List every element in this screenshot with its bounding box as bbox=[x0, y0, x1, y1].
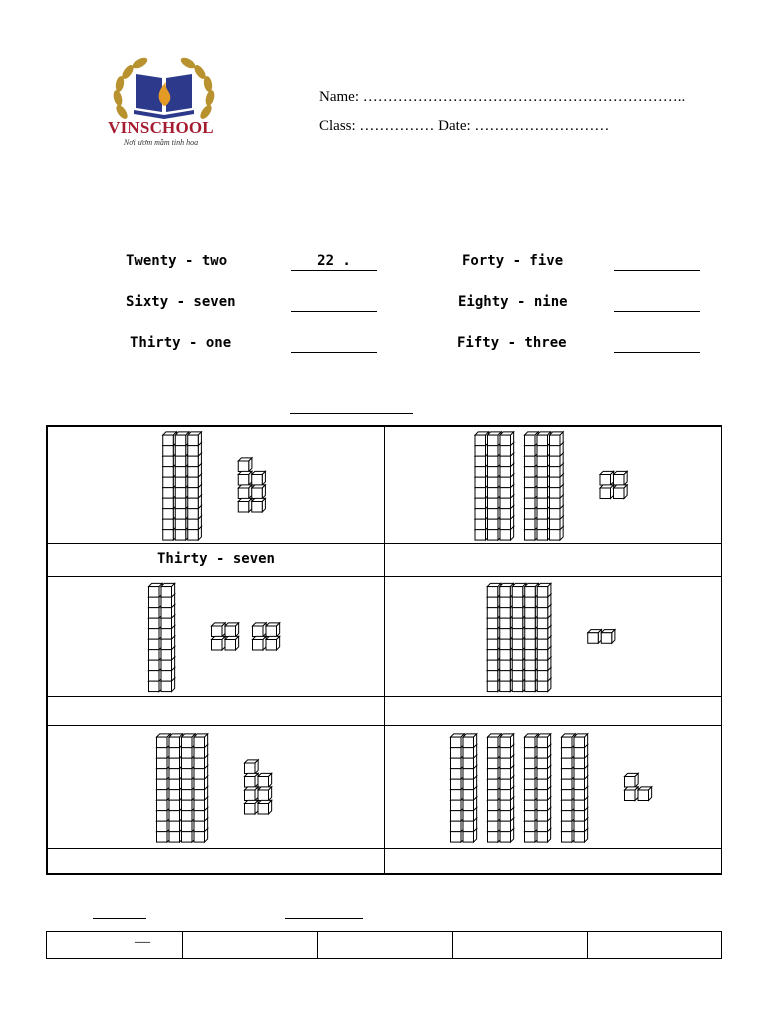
name-field[interactable]: Name: ……………………………………………………….. bbox=[319, 89, 686, 105]
ten-rod bbox=[169, 734, 183, 842]
blocks-cell-1 bbox=[47, 426, 385, 544]
one-cube bbox=[258, 800, 272, 814]
ten-rod bbox=[182, 734, 196, 842]
ten-rod bbox=[562, 734, 576, 842]
one-cube bbox=[258, 773, 272, 787]
bottom-cell-1[interactable] bbox=[47, 932, 183, 958]
base-ten-blocks-28 bbox=[48, 577, 386, 698]
blocks-cell-2 bbox=[384, 426, 722, 544]
bottom-cell-4[interactable] bbox=[452, 932, 588, 958]
one-cube bbox=[625, 773, 639, 787]
ten-rod bbox=[188, 432, 202, 540]
one-cube bbox=[588, 630, 602, 644]
answer-cell-2[interactable] bbox=[384, 543, 722, 577]
one-cube bbox=[266, 636, 280, 650]
one-cube bbox=[212, 623, 226, 637]
base-ten-blocks-37 bbox=[48, 427, 386, 545]
number-word: Thirty - one bbox=[130, 335, 232, 351]
bottom-cell-2[interactable] bbox=[182, 932, 318, 958]
base-ten-blocks-47 bbox=[48, 726, 386, 850]
answer-cell-6[interactable] bbox=[384, 848, 722, 874]
one-cube bbox=[212, 636, 226, 650]
ten-rod bbox=[487, 583, 501, 691]
number-word: Twenty - two bbox=[126, 253, 228, 269]
blocks-cell-6 bbox=[384, 725, 722, 849]
ten-rod bbox=[500, 734, 514, 842]
number-word: Sixty - seven bbox=[126, 294, 236, 310]
one-cube bbox=[614, 485, 628, 499]
one-cube bbox=[238, 485, 252, 499]
ten-rod bbox=[537, 583, 551, 691]
ten-rod bbox=[525, 432, 539, 540]
one-cube bbox=[245, 760, 259, 774]
one-cube bbox=[252, 498, 266, 512]
school-slogan: Nơi ươm mầm tinh hoa bbox=[123, 138, 199, 147]
answer-blank[interactable]: 22 . bbox=[291, 252, 377, 271]
ten-rod bbox=[512, 583, 526, 691]
bottom-table bbox=[46, 931, 722, 959]
bottom-cell-mark: — bbox=[135, 934, 150, 950]
one-cube bbox=[252, 471, 266, 485]
one-cube bbox=[600, 485, 614, 499]
answer-cell-4[interactable] bbox=[384, 696, 722, 726]
ten-rod bbox=[525, 734, 539, 842]
number-word: Forty - five bbox=[462, 253, 564, 269]
ten-rod bbox=[463, 734, 477, 842]
ten-rod bbox=[537, 734, 551, 842]
class-date-field[interactable]: Class: …………… Date: ……………………… bbox=[319, 118, 610, 134]
one-cube bbox=[253, 623, 267, 637]
ten-rod bbox=[149, 583, 163, 691]
bottom-cell-5[interactable] bbox=[587, 932, 723, 958]
one-cube bbox=[638, 787, 652, 801]
ten-rod bbox=[157, 734, 171, 842]
ten-rod bbox=[488, 432, 502, 540]
one-cube bbox=[245, 800, 259, 814]
ten-rod bbox=[161, 583, 175, 691]
answer-blank[interactable] bbox=[291, 293, 377, 312]
school-name: VINSCHOOL bbox=[108, 118, 214, 137]
answer-cell-5[interactable] bbox=[47, 848, 385, 874]
ten-rod bbox=[475, 432, 489, 540]
answer-blank[interactable] bbox=[291, 334, 377, 353]
ten-rod bbox=[525, 583, 539, 691]
one-cube bbox=[225, 623, 239, 637]
one-cube bbox=[601, 630, 615, 644]
answer-cell-1[interactable]: Thirty - seven bbox=[47, 543, 385, 577]
one-cube bbox=[266, 623, 280, 637]
one-cube bbox=[245, 773, 259, 787]
base-ten-blocks-83 bbox=[385, 726, 723, 850]
answer-blank[interactable] bbox=[614, 334, 700, 353]
ten-rod bbox=[163, 432, 177, 540]
answer-blank[interactable] bbox=[614, 252, 700, 271]
one-cube bbox=[238, 498, 252, 512]
answer-cell-3[interactable] bbox=[47, 696, 385, 726]
blocks-cell-3 bbox=[47, 576, 385, 697]
one-cube bbox=[253, 636, 267, 650]
one-cube bbox=[252, 485, 266, 499]
ten-rod bbox=[574, 734, 588, 842]
one-cube bbox=[625, 787, 639, 801]
one-cube bbox=[238, 458, 252, 472]
one-cube bbox=[600, 471, 614, 485]
number-word: Eighty - nine bbox=[458, 294, 568, 310]
bottom-heading-line-1 bbox=[93, 918, 146, 919]
one-cube bbox=[245, 787, 259, 801]
number-word: Fifty - three bbox=[457, 335, 567, 351]
ten-rod bbox=[500, 583, 514, 691]
bottom-cell-3[interactable] bbox=[317, 932, 453, 958]
one-cube bbox=[225, 636, 239, 650]
one-cube bbox=[258, 787, 272, 801]
blocks-cell-4 bbox=[384, 576, 722, 697]
ten-rod bbox=[500, 432, 514, 540]
base-ten-blocks-64 bbox=[385, 427, 723, 545]
answer-blank[interactable] bbox=[614, 293, 700, 312]
ten-rod bbox=[488, 734, 502, 842]
bottom-heading-line-2 bbox=[285, 918, 363, 919]
base-ten-blocks-52 bbox=[385, 577, 723, 698]
ten-rod bbox=[451, 734, 465, 842]
one-cube bbox=[238, 471, 252, 485]
base-ten-blocks-table bbox=[46, 425, 722, 875]
blocks-cell-5 bbox=[47, 725, 385, 849]
ten-rod bbox=[537, 432, 551, 540]
ten-rod bbox=[175, 432, 189, 540]
one-cube bbox=[614, 471, 628, 485]
ten-rod bbox=[550, 432, 564, 540]
ten-rod bbox=[194, 734, 208, 842]
section-heading-line bbox=[290, 413, 413, 414]
